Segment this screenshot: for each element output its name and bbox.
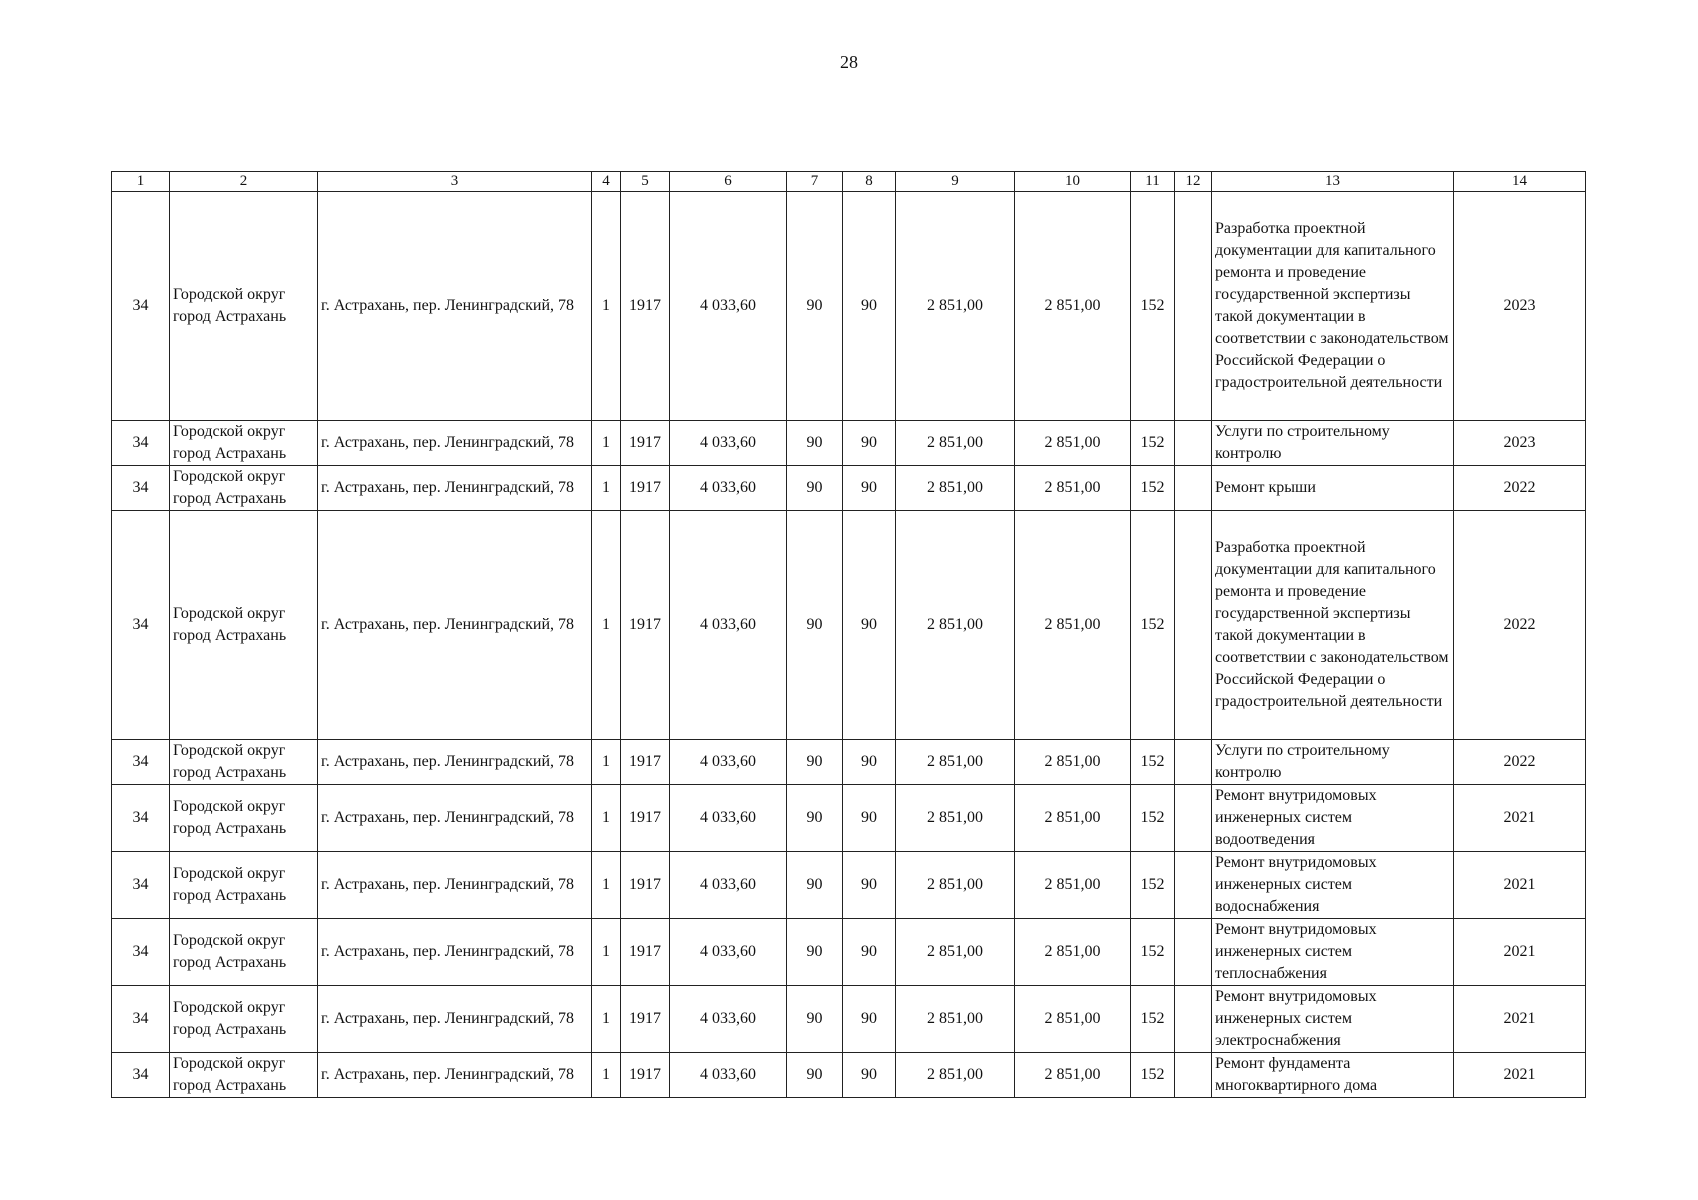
col7-cell: 90 (787, 785, 843, 852)
col8-cell: 90 (843, 421, 896, 466)
col7-cell: 90 (787, 919, 843, 986)
residents-cell: 152 (1131, 466, 1175, 511)
col9-cell: 2 851,00 (896, 740, 1015, 785)
municipality-cell: Городской округ город Астрахань (170, 192, 318, 421)
col12-cell (1175, 852, 1212, 919)
col10-cell: 2 851,00 (1015, 1053, 1131, 1098)
col12-cell (1175, 466, 1212, 511)
total-area-cell: 4 033,60 (670, 466, 787, 511)
municipality-cell: Городской округ город Астрахань (170, 852, 318, 919)
address-cell: г. Астрахань, пер. Ленинградский, 78 (318, 511, 592, 740)
col9-cell: 2 851,00 (896, 919, 1015, 986)
address-cell: г. Астрахань, пер. Ленинградский, 78 (318, 192, 592, 421)
row-number-cell: 34 (112, 785, 170, 852)
planned-year-cell: 2021 (1454, 986, 1586, 1053)
col7-cell: 90 (787, 986, 843, 1053)
col4-cell: 1 (592, 919, 621, 986)
col12-cell (1175, 1053, 1212, 1098)
col4-cell: 1 (592, 421, 621, 466)
col7-cell: 90 (787, 852, 843, 919)
col8-cell: 90 (843, 852, 896, 919)
col8-cell: 90 (843, 192, 896, 421)
row-number-cell: 34 (112, 1053, 170, 1098)
col12-cell (1175, 740, 1212, 785)
residents-cell: 152 (1131, 852, 1175, 919)
col4-cell: 1 (592, 466, 621, 511)
work-type-cell: Услуги по строительному контролю (1212, 740, 1454, 785)
col12-cell (1175, 986, 1212, 1053)
row-number-cell: 34 (112, 740, 170, 785)
year-built-cell: 1917 (621, 852, 670, 919)
col12-cell (1175, 421, 1212, 466)
repair-plan-table (111, 171, 1586, 1098)
col9-cell: 2 851,00 (896, 852, 1015, 919)
col4-cell: 1 (592, 192, 621, 421)
column-number-12: 12 (1175, 172, 1212, 192)
address-cell: г. Астрахань, пер. Ленинградский, 78 (318, 986, 592, 1053)
column-number-7: 7 (787, 172, 843, 192)
municipality-cell: Городской округ город Астрахань (170, 785, 318, 852)
col10-cell: 2 851,00 (1015, 740, 1131, 785)
table-row (112, 852, 1586, 919)
address-cell: г. Астрахань, пер. Ленинградский, 78 (318, 1053, 592, 1098)
residents-cell: 152 (1131, 1053, 1175, 1098)
column-number-4: 4 (592, 172, 621, 192)
column-number-11: 11 (1131, 172, 1175, 192)
col10-cell: 2 851,00 (1015, 785, 1131, 852)
year-built-cell: 1917 (621, 740, 670, 785)
table-row (112, 511, 1586, 740)
column-number-1: 1 (112, 172, 170, 192)
column-number-5: 5 (621, 172, 670, 192)
col7-cell: 90 (787, 511, 843, 740)
planned-year-cell: 2022 (1454, 511, 1586, 740)
col12-cell (1175, 511, 1212, 740)
municipality-cell: Городской округ город Астрахань (170, 986, 318, 1053)
work-type-cell: Ремонт внутридомовых инженерных систем электроснабжения (1212, 986, 1454, 1053)
residents-cell: 152 (1131, 986, 1175, 1053)
residents-cell: 152 (1131, 919, 1175, 986)
column-number-14: 14 (1454, 172, 1586, 192)
municipality-cell: Городской округ город Астрахань (170, 919, 318, 986)
planned-year-cell: 2021 (1454, 1053, 1586, 1098)
address-cell: г. Астрахань, пер. Ленинградский, 78 (318, 466, 592, 511)
col12-cell (1175, 192, 1212, 421)
year-built-cell: 1917 (621, 421, 670, 466)
col9-cell: 2 851,00 (896, 511, 1015, 740)
residents-cell: 152 (1131, 511, 1175, 740)
year-built-cell: 1917 (621, 1053, 670, 1098)
work-type-cell: Ремонт внутридомовых инженерных систем водоснабжения (1212, 852, 1454, 919)
planned-year-cell: 2022 (1454, 466, 1586, 511)
year-built-cell: 1917 (621, 919, 670, 986)
column-number-2: 2 (170, 172, 318, 192)
col8-cell: 90 (843, 511, 896, 740)
col7-cell: 90 (787, 1053, 843, 1098)
column-number-13: 13 (1212, 172, 1454, 192)
row-number-cell: 34 (112, 421, 170, 466)
table-row (112, 785, 1586, 852)
total-area-cell: 4 033,60 (670, 511, 787, 740)
residents-cell: 152 (1131, 740, 1175, 785)
address-cell: г. Астрахань, пер. Ленинградский, 78 (318, 919, 592, 986)
column-number-9: 9 (896, 172, 1015, 192)
col9-cell: 2 851,00 (896, 986, 1015, 1053)
col10-cell: 2 851,00 (1015, 421, 1131, 466)
residents-cell: 152 (1131, 785, 1175, 852)
planned-year-cell: 2023 (1454, 192, 1586, 421)
table-row (112, 986, 1586, 1053)
total-area-cell: 4 033,60 (670, 192, 787, 421)
planned-year-cell: 2021 (1454, 852, 1586, 919)
total-area-cell: 4 033,60 (670, 852, 787, 919)
page-number: 28 (840, 52, 858, 72)
column-number-row (112, 172, 1586, 192)
address-cell: г. Астрахань, пер. Ленинградский, 78 (318, 421, 592, 466)
col8-cell: 90 (843, 919, 896, 986)
col9-cell: 2 851,00 (896, 192, 1015, 421)
col7-cell: 90 (787, 740, 843, 785)
row-number-cell: 34 (112, 511, 170, 740)
col10-cell: 2 851,00 (1015, 852, 1131, 919)
col10-cell: 2 851,00 (1015, 986, 1131, 1053)
residents-cell: 152 (1131, 421, 1175, 466)
table-row (112, 1053, 1586, 1098)
col10-cell: 2 851,00 (1015, 192, 1131, 421)
work-type-cell: Разработка проектной документации для капитального ремонта и проведение государственной экспертизы такой документации в соответствии с законодательством Российской Федерации о градостроительной деятельности (1212, 192, 1454, 421)
municipality-cell: Городской округ город Астрахань (170, 421, 318, 466)
column-number-6: 6 (670, 172, 787, 192)
table-row (112, 192, 1586, 421)
col10-cell: 2 851,00 (1015, 466, 1131, 511)
column-number-8: 8 (843, 172, 896, 192)
total-area-cell: 4 033,60 (670, 919, 787, 986)
col8-cell: 90 (843, 740, 896, 785)
municipality-cell: Городской округ город Астрахань (170, 740, 318, 785)
col8-cell: 90 (843, 986, 896, 1053)
table-row (112, 466, 1586, 511)
col10-cell: 2 851,00 (1015, 919, 1131, 986)
year-built-cell: 1917 (621, 511, 670, 740)
col12-cell (1175, 919, 1212, 986)
address-cell: г. Астрахань, пер. Ленинградский, 78 (318, 740, 592, 785)
col12-cell (1175, 785, 1212, 852)
col9-cell: 2 851,00 (896, 1053, 1015, 1098)
total-area-cell: 4 033,60 (670, 785, 787, 852)
column-number-10: 10 (1015, 172, 1131, 192)
work-type-cell: Ремонт внутридомовых инженерных систем теплоснабжения (1212, 919, 1454, 986)
work-type-cell: Ремонт крыши (1212, 466, 1454, 511)
residents-cell: 152 (1131, 192, 1175, 421)
year-built-cell: 1917 (621, 192, 670, 421)
address-cell: г. Астрахань, пер. Ленинградский, 78 (318, 785, 592, 852)
total-area-cell: 4 033,60 (670, 421, 787, 466)
table-row (112, 421, 1586, 466)
total-area-cell: 4 033,60 (670, 1053, 787, 1098)
row-number-cell: 34 (112, 919, 170, 986)
work-type-cell: Услуги по строительному контролю (1212, 421, 1454, 466)
total-area-cell: 4 033,60 (670, 740, 787, 785)
col4-cell: 1 (592, 511, 621, 740)
planned-year-cell: 2023 (1454, 421, 1586, 466)
address-cell: г. Астрахань, пер. Ленинградский, 78 (318, 852, 592, 919)
col4-cell: 1 (592, 986, 621, 1053)
col8-cell: 90 (843, 785, 896, 852)
col10-cell: 2 851,00 (1015, 511, 1131, 740)
planned-year-cell: 2021 (1454, 785, 1586, 852)
planned-year-cell: 2022 (1454, 740, 1586, 785)
col4-cell: 1 (592, 785, 621, 852)
row-number-cell: 34 (112, 466, 170, 511)
col8-cell: 90 (843, 466, 896, 511)
col7-cell: 90 (787, 421, 843, 466)
col4-cell: 1 (592, 740, 621, 785)
row-number-cell: 34 (112, 986, 170, 1053)
table-row (112, 740, 1586, 785)
work-type-cell: Ремонт фундамента многоквартирного дома (1212, 1053, 1454, 1098)
col7-cell: 90 (787, 466, 843, 511)
year-built-cell: 1917 (621, 466, 670, 511)
col4-cell: 1 (592, 852, 621, 919)
table-row (112, 919, 1586, 986)
row-number-cell: 34 (112, 852, 170, 919)
municipality-cell: Городской округ город Астрахань (170, 511, 318, 740)
planned-year-cell: 2021 (1454, 919, 1586, 986)
municipality-cell: Городской округ город Астрахань (170, 466, 318, 511)
col7-cell: 90 (787, 192, 843, 421)
col9-cell: 2 851,00 (896, 421, 1015, 466)
row-number-cell: 34 (112, 192, 170, 421)
year-built-cell: 1917 (621, 785, 670, 852)
work-type-cell: Ремонт внутридомовых инженерных систем водоотведения (1212, 785, 1454, 852)
col4-cell: 1 (592, 1053, 621, 1098)
municipality-cell: Городской округ город Астрахань (170, 1053, 318, 1098)
total-area-cell: 4 033,60 (670, 986, 787, 1053)
work-type-cell: Разработка проектной документации для капитального ремонта и проведение государственной экспертизы такой документации в соответствии с законодательством Российской Федерации о градостроительной деятельности (1212, 511, 1454, 740)
col9-cell: 2 851,00 (896, 785, 1015, 852)
year-built-cell: 1917 (621, 986, 670, 1053)
column-number-3: 3 (318, 172, 592, 192)
col8-cell: 90 (843, 1053, 896, 1098)
col9-cell: 2 851,00 (896, 466, 1015, 511)
